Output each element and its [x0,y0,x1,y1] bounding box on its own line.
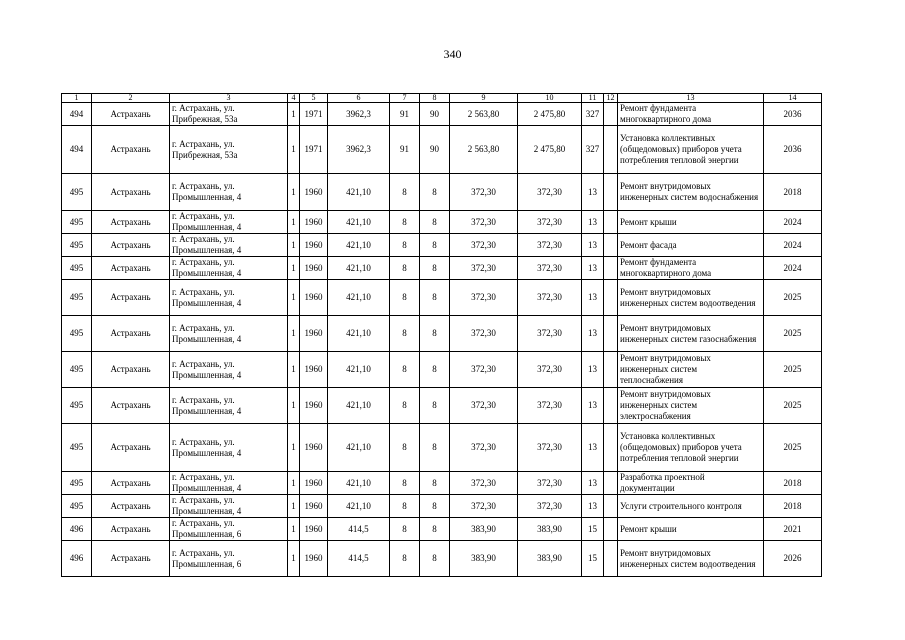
row-number-cell: 494 [62,103,92,126]
year-built-cell: 1960 [300,518,328,541]
planned-year-cell: 2025 [764,280,822,316]
extra-cell [604,257,618,280]
address-cell: г. Астрахань, ул. Промышленная, 4 [170,280,288,316]
living-area-cell: 372,30 [450,234,518,257]
work-type-cell: Ремонт фасада [618,234,764,257]
row-number-cell: 496 [62,541,92,577]
table-row [62,280,822,316]
work-type-cell: Ремонт внутридомовых инженерных систем водоснабжения [618,174,764,211]
total-area-cell: 414,5 [328,541,390,577]
row-number-cell: 495 [62,257,92,280]
row-number-cell: 495 [62,280,92,316]
residents-cell: 13 [582,472,604,495]
row-number-cell: 495 [62,174,92,211]
year-built-cell: 1960 [300,316,328,352]
total-area-cell: 421,10 [328,495,390,518]
work-type-cell: Ремонт фундамента многоквартирного дома [618,103,764,126]
work-type-cell: Ремонт внутридомовых инженерных систем водоотведения [618,541,764,577]
apartments-cell: 8 [390,388,420,424]
page-number: 340 [443,47,462,61]
municipality-cell: Астрахань [92,234,170,257]
work-type-cell: Ремонт внутридомовых инженерных систем теплоснабжения [618,352,764,388]
living-area-cell: 372,30 [450,424,518,472]
table-row [62,211,822,234]
row-number-cell: 495 [62,316,92,352]
address-cell: г. Астрахань, ул. Промышленная, 6 [170,518,288,541]
row-number-cell: 495 [62,472,92,495]
entrances-cell: 1 [288,211,300,234]
owned-area-cell: 372,30 [518,495,582,518]
planned-year-cell: 2036 [764,103,822,126]
year-built-cell: 1960 [300,541,328,577]
living-area-cell: 372,30 [450,257,518,280]
residential-premises-cell: 90 [420,126,450,174]
column-number-cell: 2 [92,94,170,103]
total-area-cell: 421,10 [328,211,390,234]
municipality-cell: Астрахань [92,472,170,495]
row-number-cell: 495 [62,352,92,388]
column-number-cell: 4 [288,94,300,103]
table-row [62,174,822,211]
owned-area-cell: 372,30 [518,424,582,472]
row-number-cell: 496 [62,518,92,541]
extra-cell [604,518,618,541]
municipality-cell: Астрахань [92,541,170,577]
living-area-cell: 372,30 [450,280,518,316]
living-area-cell: 372,30 [450,352,518,388]
work-type-cell: Услуги строительного контроля [618,495,764,518]
column-number-header [62,94,822,103]
residential-premises-cell: 8 [420,211,450,234]
entrances-cell: 1 [288,257,300,280]
living-area-cell: 372,30 [450,388,518,424]
residential-premises-cell: 8 [420,388,450,424]
planned-year-cell: 2036 [764,126,822,174]
address-cell: г. Астрахань, ул. Промышленная, 4 [170,424,288,472]
owned-area-cell: 372,30 [518,472,582,495]
residents-cell: 13 [582,211,604,234]
row-number-cell: 495 [62,424,92,472]
extra-cell [604,280,618,316]
extra-cell [604,174,618,211]
entrances-cell: 1 [288,388,300,424]
municipality-cell: Астрахань [92,126,170,174]
extra-cell [604,424,618,472]
living-area-cell: 383,90 [450,541,518,577]
total-area-cell: 3962,3 [328,103,390,126]
planned-year-cell: 2025 [764,352,822,388]
entrances-cell: 1 [288,174,300,211]
year-built-cell: 1960 [300,472,328,495]
residents-cell: 13 [582,257,604,280]
address-cell: г. Астрахань, ул. Промышленная, 4 [170,495,288,518]
residents-cell: 15 [582,541,604,577]
address-cell: г. Астрахань, ул. Прибрежная, 53а [170,103,288,126]
extra-cell [604,234,618,257]
owned-area-cell: 372,30 [518,316,582,352]
entrances-cell: 1 [288,495,300,518]
municipality-cell: Астрахань [92,280,170,316]
row-number-cell: 495 [62,234,92,257]
extra-cell [604,388,618,424]
owned-area-cell: 383,90 [518,541,582,577]
column-number-cell: 5 [300,94,328,103]
total-area-cell: 3962,3 [328,126,390,174]
municipality-cell: Астрахань [92,257,170,280]
apartments-cell: 8 [390,280,420,316]
year-built-cell: 1960 [300,211,328,234]
owned-area-cell: 372,30 [518,257,582,280]
residential-premises-cell: 8 [420,541,450,577]
address-cell: г. Астрахань, ул. Промышленная, 4 [170,257,288,280]
planned-year-cell: 2025 [764,388,822,424]
residents-cell: 15 [582,518,604,541]
entrances-cell: 1 [288,103,300,126]
residential-premises-cell: 8 [420,257,450,280]
year-built-cell: 1960 [300,495,328,518]
year-built-cell: 1960 [300,352,328,388]
entrances-cell: 1 [288,424,300,472]
living-area-cell: 2 563,80 [450,103,518,126]
residential-premises-cell: 8 [420,472,450,495]
total-area-cell: 421,10 [328,424,390,472]
year-built-cell: 1960 [300,174,328,211]
planned-year-cell: 2024 [764,234,822,257]
row-number-cell: 495 [62,211,92,234]
total-area-cell: 421,10 [328,352,390,388]
residents-cell: 13 [582,280,604,316]
work-type-cell: Установка коллективных (общедомовых) приборов учета потребления тепловой энергии [618,126,764,174]
extra-cell [604,211,618,234]
year-built-cell: 1960 [300,280,328,316]
work-type-cell: Установка коллективных (общедомовых) приборов учета потребления тепловой энергии [618,424,764,472]
table-row [62,518,822,541]
apartments-cell: 8 [390,234,420,257]
apartments-cell: 8 [390,424,420,472]
planned-year-cell: 2018 [764,472,822,495]
work-type-cell: Ремонт внутридомовых инженерных систем газоснабжения [618,316,764,352]
address-cell: г. Астрахань, ул. Прибрежная, 53а [170,126,288,174]
municipality-cell: Астрахань [92,388,170,424]
column-number-cell: 3 [170,94,288,103]
table-row [62,126,822,174]
column-number-cell: 7 [390,94,420,103]
year-built-cell: 1960 [300,388,328,424]
work-type-cell: Ремонт фундамента многоквартирного дома [618,257,764,280]
column-number-cell: 14 [764,94,822,103]
row-number-cell: 495 [62,388,92,424]
residential-premises-cell: 8 [420,518,450,541]
table-row [62,541,822,577]
address-cell: г. Астрахань, ул. Промышленная, 4 [170,472,288,495]
residential-premises-cell: 8 [420,352,450,388]
municipality-cell: Астрахань [92,424,170,472]
planned-year-cell: 2024 [764,211,822,234]
extra-cell [604,495,618,518]
residents-cell: 13 [582,352,604,388]
work-type-cell: Ремонт внутридомовых инженерных систем водоотведения [618,280,764,316]
apartments-cell: 8 [390,316,420,352]
apartments-cell: 91 [390,103,420,126]
apartments-cell: 8 [390,211,420,234]
municipality-cell: Астрахань [92,495,170,518]
entrances-cell: 1 [288,280,300,316]
table-row [62,103,822,126]
entrances-cell: 1 [288,472,300,495]
column-number-cell: 9 [450,94,518,103]
row-number-cell: 495 [62,495,92,518]
column-number-cell: 6 [328,94,390,103]
residential-premises-cell: 8 [420,316,450,352]
municipality-cell: Астрахань [92,518,170,541]
address-cell: г. Астрахань, ул. Промышленная, 4 [170,234,288,257]
total-area-cell: 421,10 [328,316,390,352]
residents-cell: 13 [582,388,604,424]
apartments-cell: 8 [390,472,420,495]
residents-cell: 13 [582,234,604,257]
extra-cell [604,352,618,388]
living-area-cell: 372,30 [450,211,518,234]
municipality-cell: Астрахань [92,352,170,388]
residents-cell: 327 [582,126,604,174]
entrances-cell: 1 [288,352,300,388]
apartments-cell: 91 [390,126,420,174]
municipality-cell: Астрахань [92,211,170,234]
entrances-cell: 1 [288,234,300,257]
table-row [62,388,822,424]
column-number-cell: 10 [518,94,582,103]
extra-cell [604,472,618,495]
address-cell: г. Астрахань, ул. Промышленная, 4 [170,388,288,424]
apartments-cell: 8 [390,495,420,518]
address-cell: г. Астрахань, ул. Промышленная, 6 [170,541,288,577]
owned-area-cell: 372,30 [518,352,582,388]
year-built-cell: 1960 [300,257,328,280]
address-cell: г. Астрахань, ул. Промышленная, 4 [170,316,288,352]
planned-year-cell: 2026 [764,541,822,577]
residents-cell: 13 [582,424,604,472]
planned-year-cell: 2018 [764,174,822,211]
extra-cell [604,126,618,174]
living-area-cell: 383,90 [450,518,518,541]
apartments-cell: 8 [390,174,420,211]
apartments-cell: 8 [390,518,420,541]
total-area-cell: 421,10 [328,280,390,316]
column-number-cell: 11 [582,94,604,103]
table-row [62,257,822,280]
living-area-cell: 372,30 [450,316,518,352]
table-row [62,495,822,518]
total-area-cell: 421,10 [328,257,390,280]
total-area-cell: 421,10 [328,472,390,495]
residential-premises-cell: 90 [420,103,450,126]
municipality-cell: Астрахань [92,103,170,126]
column-number-cell: 12 [604,94,618,103]
column-number-cell: 13 [618,94,764,103]
column-number-cell: 1 [62,94,92,103]
planned-year-cell: 2021 [764,518,822,541]
work-type-cell: Ремонт крыши [618,211,764,234]
residential-premises-cell: 8 [420,495,450,518]
apartments-cell: 8 [390,257,420,280]
year-built-cell: 1960 [300,424,328,472]
table-row [62,352,822,388]
apartments-cell: 8 [390,352,420,388]
owned-area-cell: 372,30 [518,211,582,234]
total-area-cell: 414,5 [328,518,390,541]
owned-area-cell: 383,90 [518,518,582,541]
owned-area-cell: 2 475,80 [518,126,582,174]
planned-year-cell: 2018 [764,495,822,518]
residential-premises-cell: 8 [420,280,450,316]
total-area-cell: 421,10 [328,234,390,257]
living-area-cell: 372,30 [450,472,518,495]
entrances-cell: 1 [288,541,300,577]
owned-area-cell: 372,30 [518,280,582,316]
year-built-cell: 1960 [300,234,328,257]
address-cell: г. Астрахань, ул. Промышленная, 4 [170,352,288,388]
residential-premises-cell: 8 [420,424,450,472]
total-area-cell: 421,10 [328,174,390,211]
residents-cell: 327 [582,103,604,126]
address-cell: г. Астрахань, ул. Промышленная, 4 [170,211,288,234]
living-area-cell: 372,30 [450,174,518,211]
work-type-cell: Ремонт крыши [618,518,764,541]
residents-cell: 13 [582,174,604,211]
work-type-cell: Разработка проектной документации [618,472,764,495]
year-built-cell: 1971 [300,126,328,174]
table-row [62,316,822,352]
owned-area-cell: 372,30 [518,234,582,257]
planned-year-cell: 2025 [764,424,822,472]
owned-area-cell: 372,30 [518,388,582,424]
extra-cell [604,541,618,577]
residents-cell: 13 [582,495,604,518]
municipality-cell: Астрахань [92,316,170,352]
municipality-cell: Астрахань [92,174,170,211]
residential-premises-cell: 8 [420,234,450,257]
planned-year-cell: 2024 [764,257,822,280]
table-row [62,424,822,472]
address-cell: г. Астрахань, ул. Промышленная, 4 [170,174,288,211]
work-type-cell: Ремонт внутридомовых инженерных систем электроснабжения [618,388,764,424]
entrances-cell: 1 [288,518,300,541]
planned-year-cell: 2025 [764,316,822,352]
capital-repair-table [61,93,822,577]
column-number-cell: 8 [420,94,450,103]
table-row [62,234,822,257]
entrances-cell: 1 [288,316,300,352]
residential-premises-cell: 8 [420,174,450,211]
entrances-cell: 1 [288,126,300,174]
year-built-cell: 1971 [300,103,328,126]
living-area-cell: 2 563,80 [450,126,518,174]
residents-cell: 13 [582,316,604,352]
living-area-cell: 372,30 [450,495,518,518]
extra-cell [604,316,618,352]
owned-area-cell: 372,30 [518,174,582,211]
extra-cell [604,103,618,126]
total-area-cell: 421,10 [328,388,390,424]
owned-area-cell: 2 475,80 [518,103,582,126]
apartments-cell: 8 [390,541,420,577]
table-row [62,472,822,495]
row-number-cell: 494 [62,126,92,174]
